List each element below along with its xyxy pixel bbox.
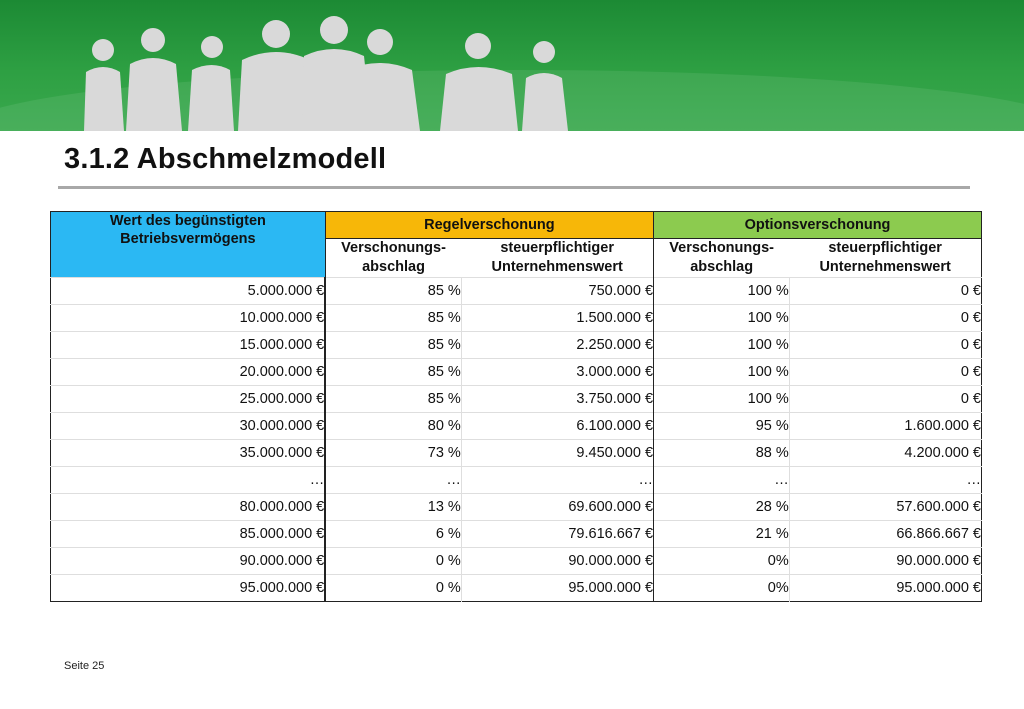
page-title: 3.1.2 Abschmelzmodell xyxy=(64,143,387,175)
cell-option-abschlag: 0% xyxy=(654,548,790,575)
cell-regel-wert: 6.100.000 € xyxy=(461,413,653,440)
cell-wert: 25.000.000 € xyxy=(51,386,326,413)
table-row xyxy=(51,305,982,332)
table-row xyxy=(51,278,982,305)
cell-regel-wert: 3.750.000 € xyxy=(461,386,653,413)
cell-regel-wert: 2.250.000 € xyxy=(461,332,653,359)
cell-regel-wert: 1.500.000 € xyxy=(461,305,653,332)
table-row xyxy=(51,467,982,494)
cell-option-abschlag: 28 % xyxy=(654,494,790,521)
title-divider xyxy=(58,186,970,189)
header-banner xyxy=(0,0,1024,131)
table-row xyxy=(51,413,982,440)
cell-wert: 15.000.000 € xyxy=(51,332,326,359)
page-number: Seite 25 xyxy=(64,660,105,672)
cell-option-wert: … xyxy=(789,467,981,494)
cell-wert: … xyxy=(51,467,326,494)
cell-regel-wert: 9.450.000 € xyxy=(461,440,653,467)
subheader-regel-wert: steuerpflichtiger Unternehmenswert xyxy=(461,239,653,278)
cell-option-abschlag: 95 % xyxy=(654,413,790,440)
cell-wert: 90.000.000 € xyxy=(51,548,326,575)
cell-option-abschlag: 100 % xyxy=(654,278,790,305)
cell-option-wert: 66.866.667 € xyxy=(789,521,981,548)
abschmelz-table xyxy=(50,211,982,602)
cell-wert: 20.000.000 € xyxy=(51,359,326,386)
cell-option-wert: 0 € xyxy=(789,305,981,332)
cell-option-wert: 90.000.000 € xyxy=(789,548,981,575)
cell-wert: 85.000.000 € xyxy=(51,521,326,548)
cell-regel-wert: 79.616.667 € xyxy=(461,521,653,548)
cell-wert: 80.000.000 € xyxy=(51,494,326,521)
cell-wert: 35.000.000 € xyxy=(51,440,326,467)
cell-option-abschlag: 100 % xyxy=(654,332,790,359)
cell-regel-abschlag: 85 % xyxy=(325,278,461,305)
cell-regel-abschlag: 6 % xyxy=(325,521,461,548)
cell-option-wert: 1.600.000 € xyxy=(789,413,981,440)
table-row xyxy=(51,332,982,359)
header-optionsverschonung: Optionsverschonung xyxy=(654,212,982,239)
table-row xyxy=(51,548,982,575)
cell-option-wert: 95.000.000 € xyxy=(789,575,981,602)
cell-regel-abschlag: 85 % xyxy=(325,359,461,386)
cell-regel-abschlag: 0 % xyxy=(325,548,461,575)
table-row xyxy=(51,386,982,413)
cell-regel-abschlag: 85 % xyxy=(325,386,461,413)
cell-option-wert: 57.600.000 € xyxy=(789,494,981,521)
header-betriebsvermoegen: Wert des begünstigten Betriebsvermögens xyxy=(51,212,326,278)
cell-option-wert: 0 € xyxy=(789,278,981,305)
people-silhouettes-image xyxy=(0,0,1024,131)
cell-option-abschlag: 21 % xyxy=(654,521,790,548)
cell-wert: 30.000.000 € xyxy=(51,413,326,440)
cell-wert: 5.000.000 € xyxy=(51,278,326,305)
table-row xyxy=(51,440,982,467)
cell-option-wert: 0 € xyxy=(789,386,981,413)
cell-regel-abschlag: 85 % xyxy=(325,332,461,359)
table-row xyxy=(51,521,982,548)
cell-option-abschlag: 100 % xyxy=(654,386,790,413)
cell-wert: 10.000.000 € xyxy=(51,305,326,332)
subheader-option-wert: steuerpflichtiger Unternehmenswert xyxy=(789,239,981,278)
cell-option-abschlag: … xyxy=(654,467,790,494)
cell-regel-wert: 3.000.000 € xyxy=(461,359,653,386)
cell-regel-abschlag: 80 % xyxy=(325,413,461,440)
table-row xyxy=(51,359,982,386)
cell-regel-wert: 95.000.000 € xyxy=(461,575,653,602)
cell-option-wert: 0 € xyxy=(789,359,981,386)
table-row xyxy=(51,575,982,602)
cell-regel-abschlag: 0 % xyxy=(325,575,461,602)
cell-option-wert: 0 € xyxy=(789,332,981,359)
table-row xyxy=(51,494,982,521)
cell-regel-wert: … xyxy=(461,467,653,494)
cell-option-abschlag: 88 % xyxy=(654,440,790,467)
cell-option-abschlag: 0% xyxy=(654,575,790,602)
subheader-regel-abschlag: Verschonungs-abschlag xyxy=(325,239,461,278)
cell-regel-wert: 90.000.000 € xyxy=(461,548,653,575)
cell-regel-abschlag: 13 % xyxy=(325,494,461,521)
cell-regel-abschlag: 85 % xyxy=(325,305,461,332)
cell-option-abschlag: 100 % xyxy=(654,359,790,386)
cell-option-abschlag: 100 % xyxy=(654,305,790,332)
cell-option-wert: 4.200.000 € xyxy=(789,440,981,467)
cell-regel-abschlag: … xyxy=(325,467,461,494)
cell-wert: 95.000.000 € xyxy=(51,575,326,602)
header-regelverschonung: Regelverschonung xyxy=(325,212,653,239)
cell-regel-wert: 69.600.000 € xyxy=(461,494,653,521)
cell-regel-wert: 750.000 € xyxy=(461,278,653,305)
cell-regel-abschlag: 73 % xyxy=(325,440,461,467)
subheader-option-abschlag: Verschonungs-abschlag xyxy=(654,239,790,278)
